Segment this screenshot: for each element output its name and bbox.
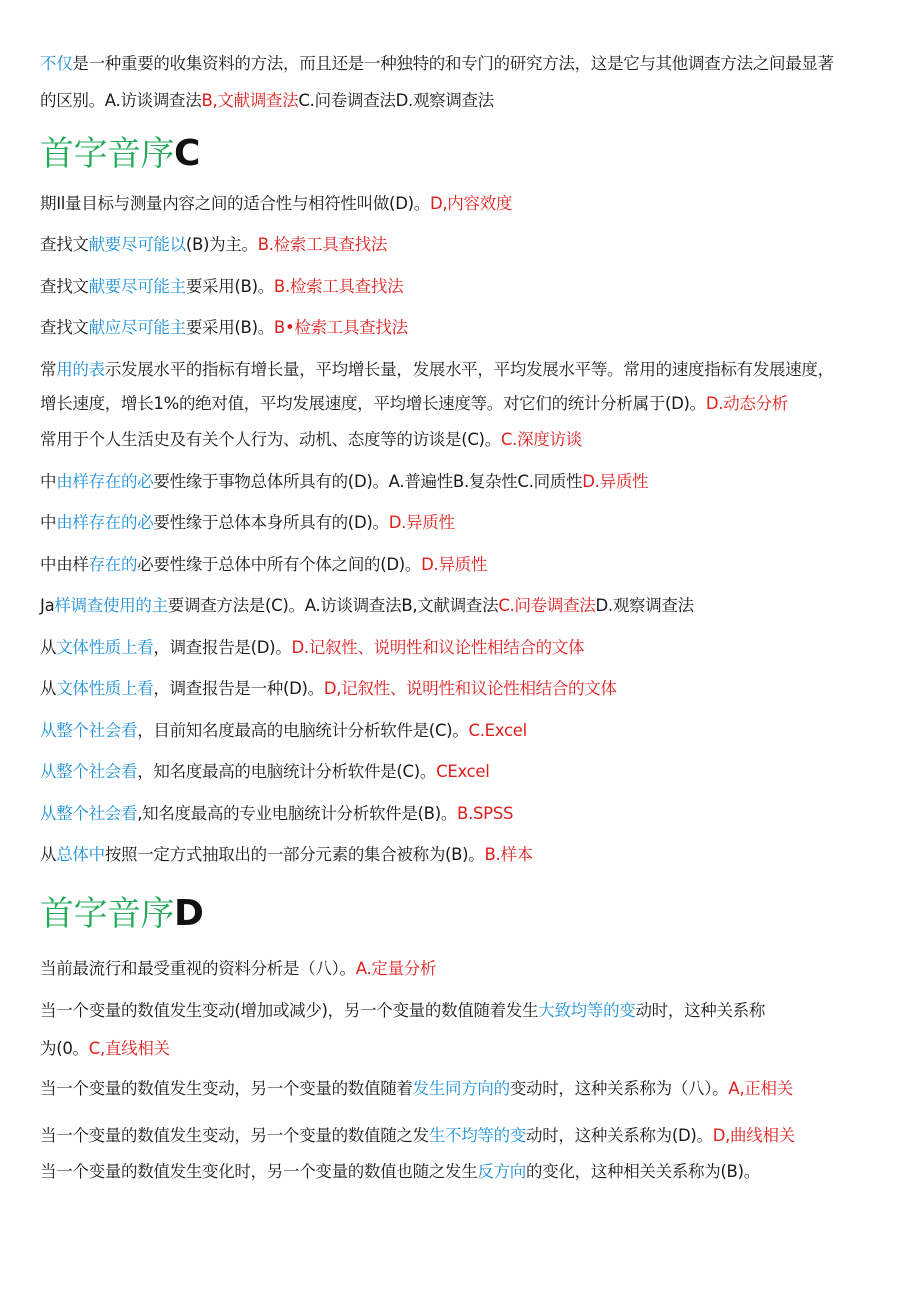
highlighted-text: 总体中 [56,845,105,864]
body-text: Ja [40,596,55,615]
answer-text: D.异质性 [388,513,455,532]
answer-text: D.异质性 [582,472,649,491]
highlighted-text: 由样存在的必 [56,472,154,491]
answer-text: A,正相关 [728,1079,793,1098]
body-text: 要采用(B)。 [185,277,274,296]
body-text: 当一个变量的数值发生变动(增加或减少)，另一个变量的数值随着发生 [40,1001,539,1020]
body-text: 要调查方法是(C)。A.访谈调查法B,文献调查法 [167,596,499,615]
body-text: 要性缘于事物总体所具有的(D)。A.普遍性B.复杂性C.同质性 [153,472,583,491]
answer-text: C.深度访谈 [500,430,582,449]
body-text: ，调查报告是一种(D)。 [153,679,324,698]
text-line [40,359,834,381]
highlighted-text: 献要尽可能主 [88,277,186,296]
text-line [40,429,582,451]
highlighted-text: 文体性质上看 [56,638,154,657]
highlighted-text: 反方向 [477,1162,527,1181]
text-line [40,1078,793,1100]
answer-text: D,记叙性、说明性和议论性相结合的文体 [323,679,617,698]
answer-text: D.记叙性、说明性和议论性相结合的文体 [291,638,585,657]
text-line [40,1161,760,1183]
answer-text: B,文献调查法 [201,91,299,110]
text-line [40,276,403,298]
body-text: 当一个变量的数值发生变动，另一个变量的数值随着 [40,1079,413,1098]
body-text: 从 [40,845,57,864]
highlighted-text: 从整个社会看 [40,762,138,781]
text-line [40,1038,170,1060]
body-text: 是一种重要的收集资料的方法，而且还是一种独特的和专门的研究方法，这是它与其他调查方法之间最显著 [72,54,834,73]
body-text: 示发展水平的指标有增长量，平均增长量，发展水平，平均发展水平等。常用的速度指标有发展速度， [104,360,834,379]
body-text: 必要性缘于总体中所有个体之间的(D)。 [137,555,422,574]
body-text: 查找文 [40,277,89,296]
text-line [40,761,490,783]
text-line [40,1000,765,1022]
body-text: 的区别。A.访谈调查法 [40,91,202,110]
highlighted-text: 从整个社会看 [40,721,138,740]
text-line [40,90,494,112]
highlighted-text: 不仅 [40,54,73,73]
heading-label: 首字音序 [40,134,174,174]
body-text: D.观察调查法 [595,596,694,615]
answer-text: C,直线相关 [88,1039,170,1058]
text-line [40,317,408,339]
heading-letter: D [174,893,204,934]
highlighted-text: 发生同方向的 [412,1079,510,1098]
body-text: C.问卷调查法D.观察调查法 [298,91,494,110]
text-line [40,53,834,75]
text-line [40,512,455,534]
body-text: 常 [40,360,57,379]
body-text: ，调查报告是(D)。 [153,638,292,657]
body-text: 期Il量目标与测量内容之间的适合性与相符性叫做(D)。 [40,194,430,213]
answer-text: B.检索工具查找法 [257,235,388,254]
text-line [40,1125,795,1147]
body-text: 按照一定方式抽取出的一部分元素的集合被称为(B)。 [104,845,485,864]
body-text: 的变化，这种相关关系称为(B)。 [526,1162,760,1181]
answer-text: B.样本 [484,845,533,864]
text-line [40,595,694,617]
section-heading [40,134,200,174]
body-text: ，目前知名度最高的电脑统计分析软件是(C)。 [137,721,469,740]
body-text: 中 [40,472,57,491]
body-text: 当前最流行和最受重视的资料分析是（八）。 [40,959,356,978]
body-text: 常用于个人生活史及有关个人行为、动机、态度等的访谈是(C)。 [40,430,501,449]
body-text: 动时，这种关系称为(D)。 [526,1126,713,1145]
answer-text: D.动态分析 [705,394,789,413]
text-line [40,471,648,493]
answer-text: A.定量分析 [355,959,437,978]
text-line [40,803,513,825]
text-line [40,234,387,256]
text-line [40,720,527,742]
answer-text: B•检索工具查找法 [273,318,408,337]
text-line [40,637,584,659]
body-text: 查找文 [40,318,89,337]
body-text: 当一个变量的数值发生变化时，另一个变量的数值也随之发生 [40,1162,478,1181]
highlighted-text: 大致均等的变 [538,1001,636,1020]
text-line [40,193,512,215]
body-text: 变动时，这种关系称为（八）。 [509,1079,729,1098]
body-text: ，知名度最高的电脑统计分析软件是(C)。 [137,762,437,781]
body-text: 中 [40,513,57,532]
body-text: 要性缘于总体本身所具有的(D)。 [153,513,389,532]
heading-letter: C [174,133,200,174]
highlighted-text: 文体性质上看 [56,679,154,698]
highlighted-text: 存在的 [88,555,138,574]
highlighted-text: 献应尽可能主 [88,318,186,337]
heading-label: 首字音序 [40,894,174,934]
answer-text: CExcel [436,762,490,781]
body-text: 从 [40,679,57,698]
body-text: 当一个变量的数值发生变动，另一个变量的数值随之发 [40,1126,429,1145]
section-heading [40,894,203,934]
text-line [40,844,533,866]
body-text: ,知名度最高的专业电脑统计分析软件是(B)。 [137,804,458,823]
highlighted-text: 由样存在的必 [56,513,154,532]
answer-text: D,内容效度 [429,194,513,213]
body-text: 从 [40,638,57,657]
answer-text: D,曲线相关 [712,1126,795,1145]
text-line [40,554,487,576]
body-text: 要采用(B)。 [185,318,274,337]
text-line [40,678,617,700]
body-text: 动时，这种关系称 [635,1001,766,1020]
body-text: 中由样 [40,555,89,574]
answer-text: D.异质性 [421,555,488,574]
text-line [40,393,788,415]
highlighted-text: 样调查使用的主 [54,596,168,615]
body-text: 查找文 [40,235,89,254]
text-line [40,958,436,980]
answer-text: B.SPSS [457,804,514,823]
answer-text: C.Excel [468,721,527,740]
body-text: 为(0。 [40,1039,89,1058]
answer-text: B.检索工具查找法 [273,277,404,296]
answer-text: C.问卷调查法 [498,596,596,615]
highlighted-text: 献要尽可能以 [88,235,186,254]
highlighted-text: 从整个社会看 [40,804,138,823]
body-text: 增长速度，增长1%的绝对值，平均发展速度，平均增长速度等。对它们的统计分析属于(D)。 [40,394,706,413]
highlighted-text: 用的表 [56,360,105,379]
body-text: (B)为主。 [185,235,258,254]
highlighted-text: 生不均等的变 [428,1126,527,1145]
